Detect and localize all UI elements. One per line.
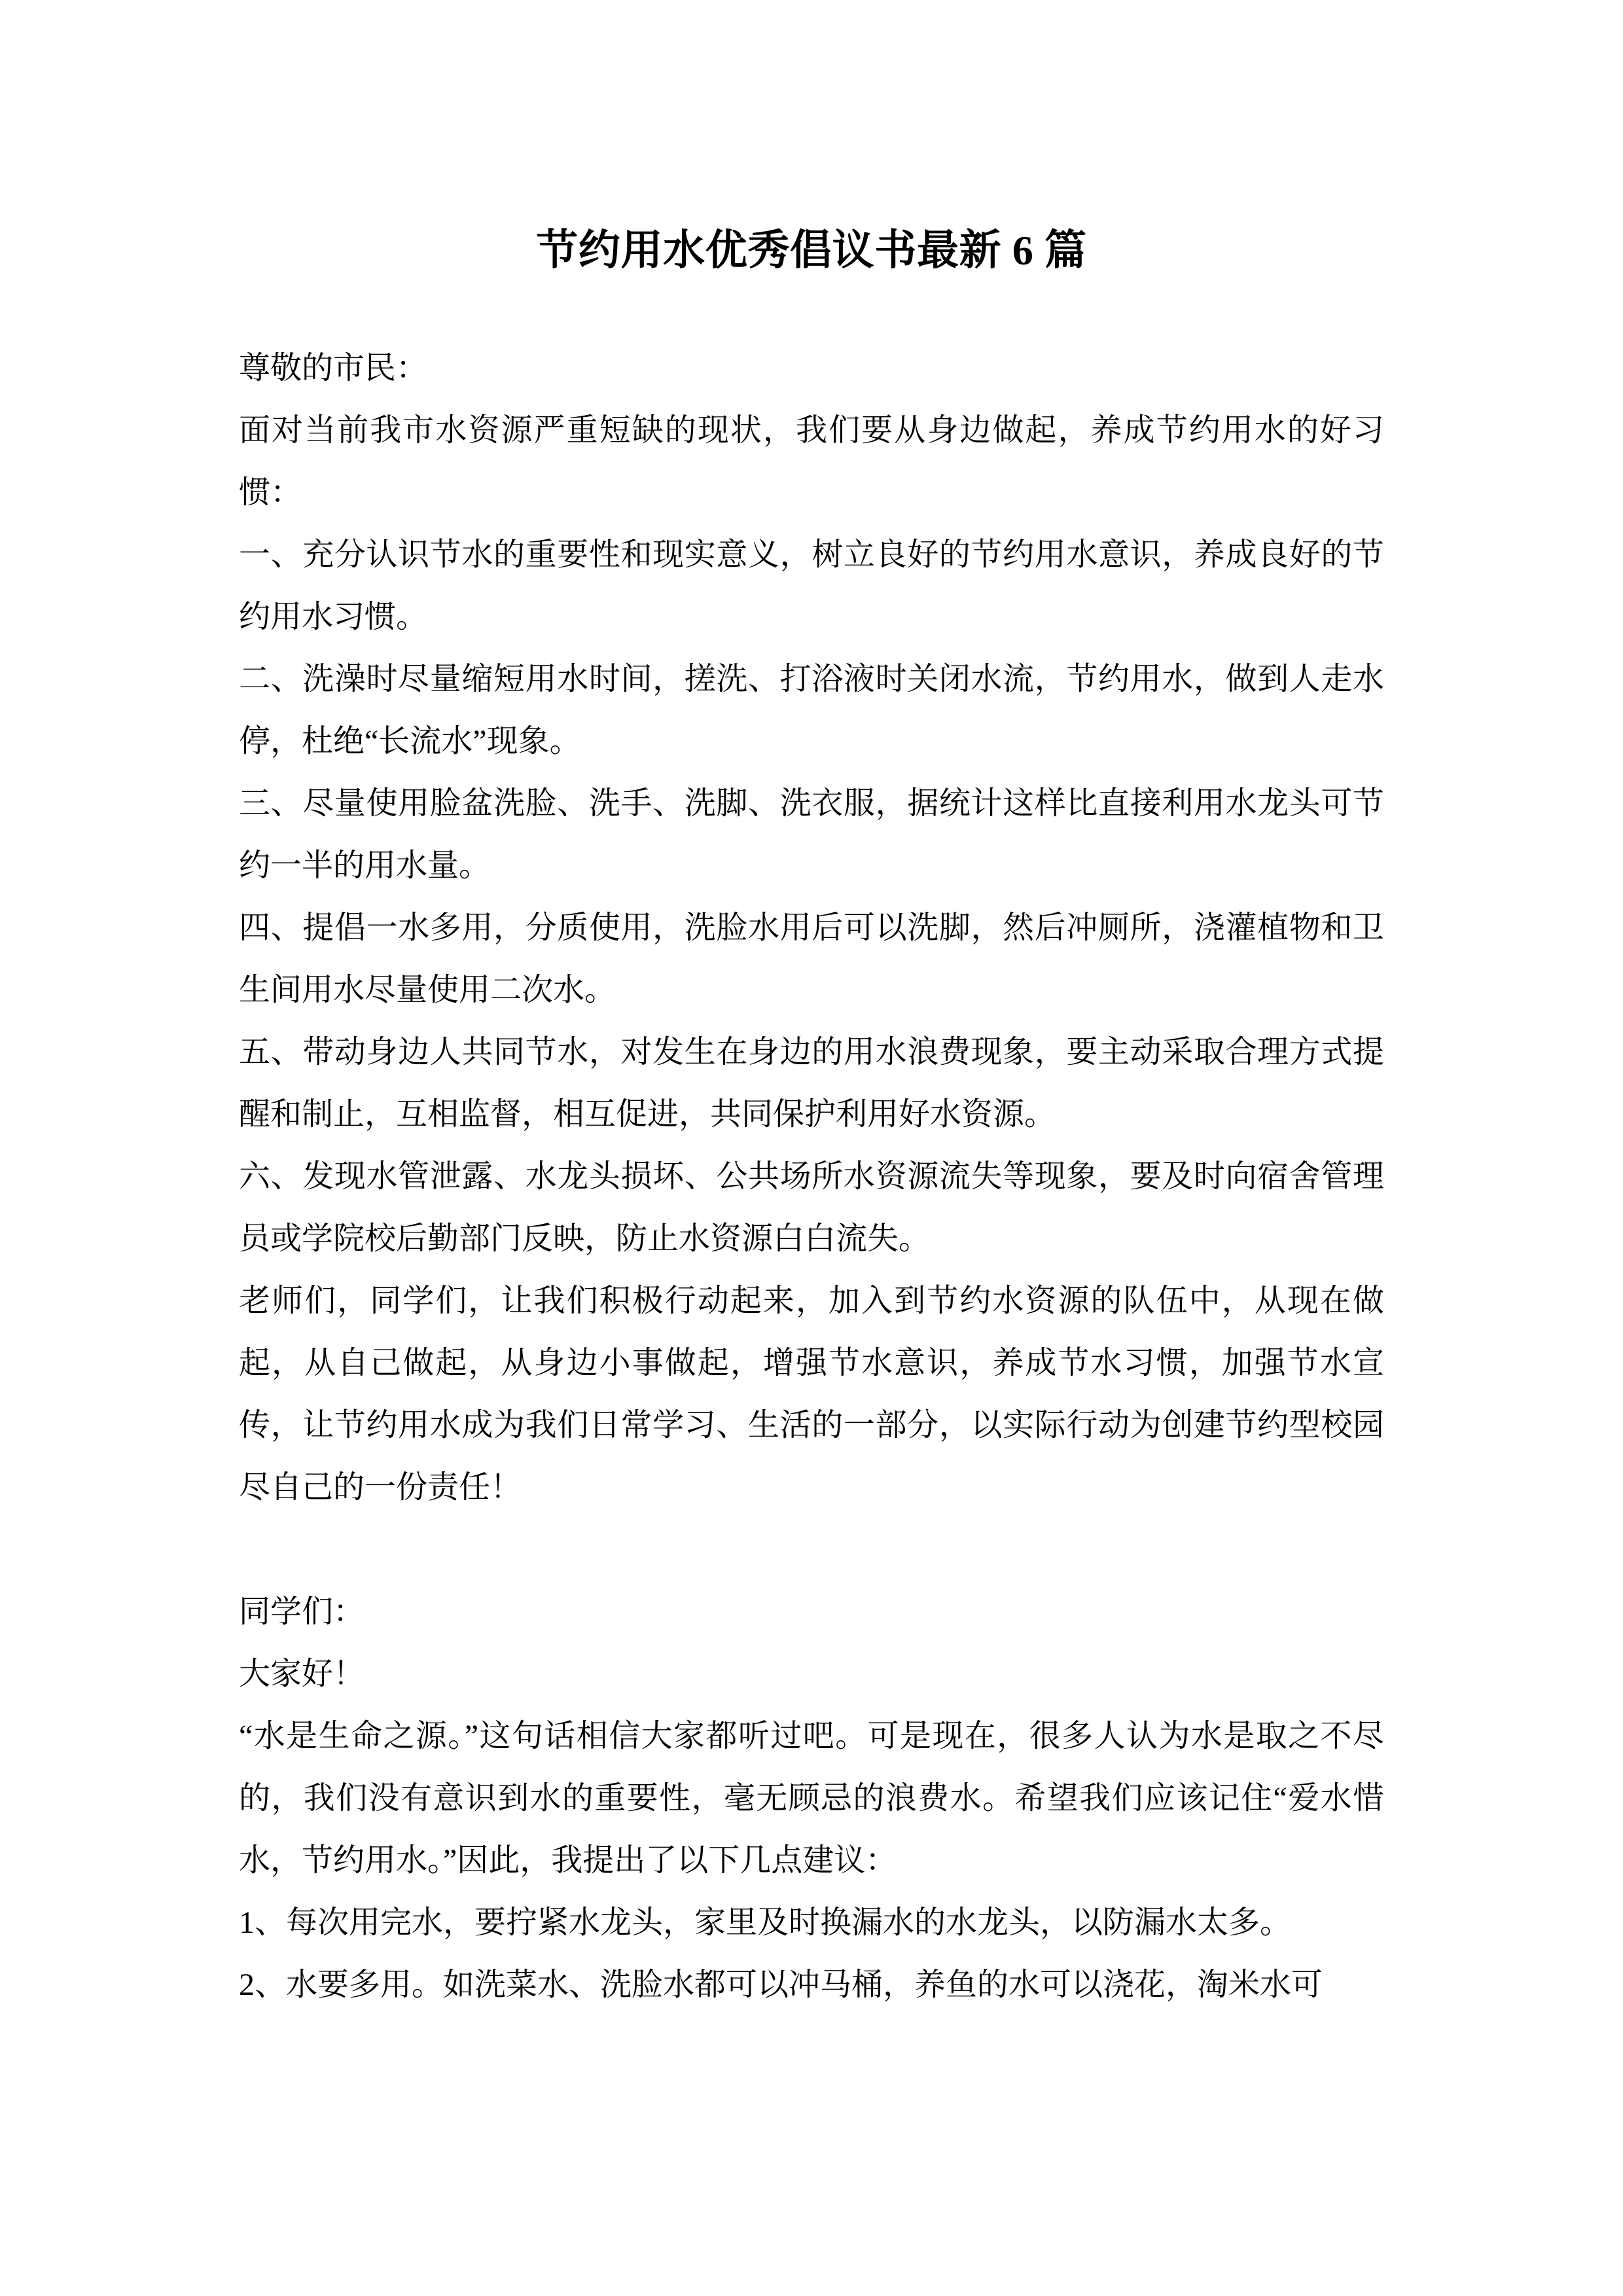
letter-2-item-1: 1、每次用完水，要拧紧水龙头，家里及时换漏水的水龙头，以防漏水太多。 — [239, 1905, 1292, 1940]
letter-1-salutation: 尊敬的市民： — [239, 351, 428, 386]
letter-1-item-5: 五、带动身边人共同节水，对发生在身边的用水浪费现象，要主动采取合理方式提醒和制止，互相监督，相互促进，共同保护利用好水资源。 — [239, 1035, 1384, 1132]
letter-2-salutation: 同学们： — [239, 1594, 365, 1629]
document-body — [239, 337, 1384, 2016]
letter-2-intro: “水是生命之源。”这句话相信大家都听过吧。可是现在，很多人认为水是取之不尽的，我们没有意识到水的重要性，毫无顾忌的浪费水。希望我们应该记住“爱水惜水，节约用水。”因此，我提出了以下几点建议： — [239, 1719, 1384, 1878]
letter-1-item-3: 三、尽量使用脸盆洗脸、洗手、洗脚、洗衣服，据统计这样比直接利用水龙头可节约一半的用水量。 — [239, 786, 1384, 883]
letter-1-item-6: 六、发现水管泄露、水龙头损坏、公共场所水资源流失等现象，要及时向宿舍管理员或学院校后勤部门反映，防止水资源白白流失。 — [239, 1159, 1384, 1256]
page-title: 节约用水优秀倡议书最新 6 篇 — [536, 226, 1087, 274]
letter-1-item-4: 四、提倡一水多用，分质使用，洗脸水用后可以洗脚，然后冲厕所，浇灌植物和卫生间用水尽量使用二次水。 — [239, 910, 1384, 1007]
letter-1-intro: 面对当前我市水资源严重短缺的现状，我们要从身边做起，养成节约用水的好习惯： — [239, 413, 1384, 510]
letter-1-closing: 老师们，同学们，让我们积极行动起来，加入到节约水资源的队伍中，从现在做起，从自己做起，从身边小事做起，增强节水意识，养成节水习惯，加强节水宣传，让节约用水成为我们日常学习、生活的一部分，以实际行动为创建节约型校园尽自己的一份责任！ — [239, 1283, 1384, 1505]
section-spacer — [239, 1518, 1384, 1581]
letter-2-item-2: 2、水要多用。如洗菜水、洗脸水都可以冲马桶，养鱼的水可以浇花，淘米水可 — [239, 1967, 1323, 2002]
letter-2-greeting: 大家好！ — [239, 1657, 365, 1691]
letter-1-item-1: 一、充分认识节水的重要性和现实意义，树立良好的节约用水意识，养成良好的节约用水习惯。 — [239, 537, 1384, 634]
letter-1-item-2: 二、洗澡时尽量缩短用水时间，搓洗、打浴液时关闭水流，节约用水，做到人走水停，杜绝“长流水”现象。 — [239, 662, 1384, 759]
